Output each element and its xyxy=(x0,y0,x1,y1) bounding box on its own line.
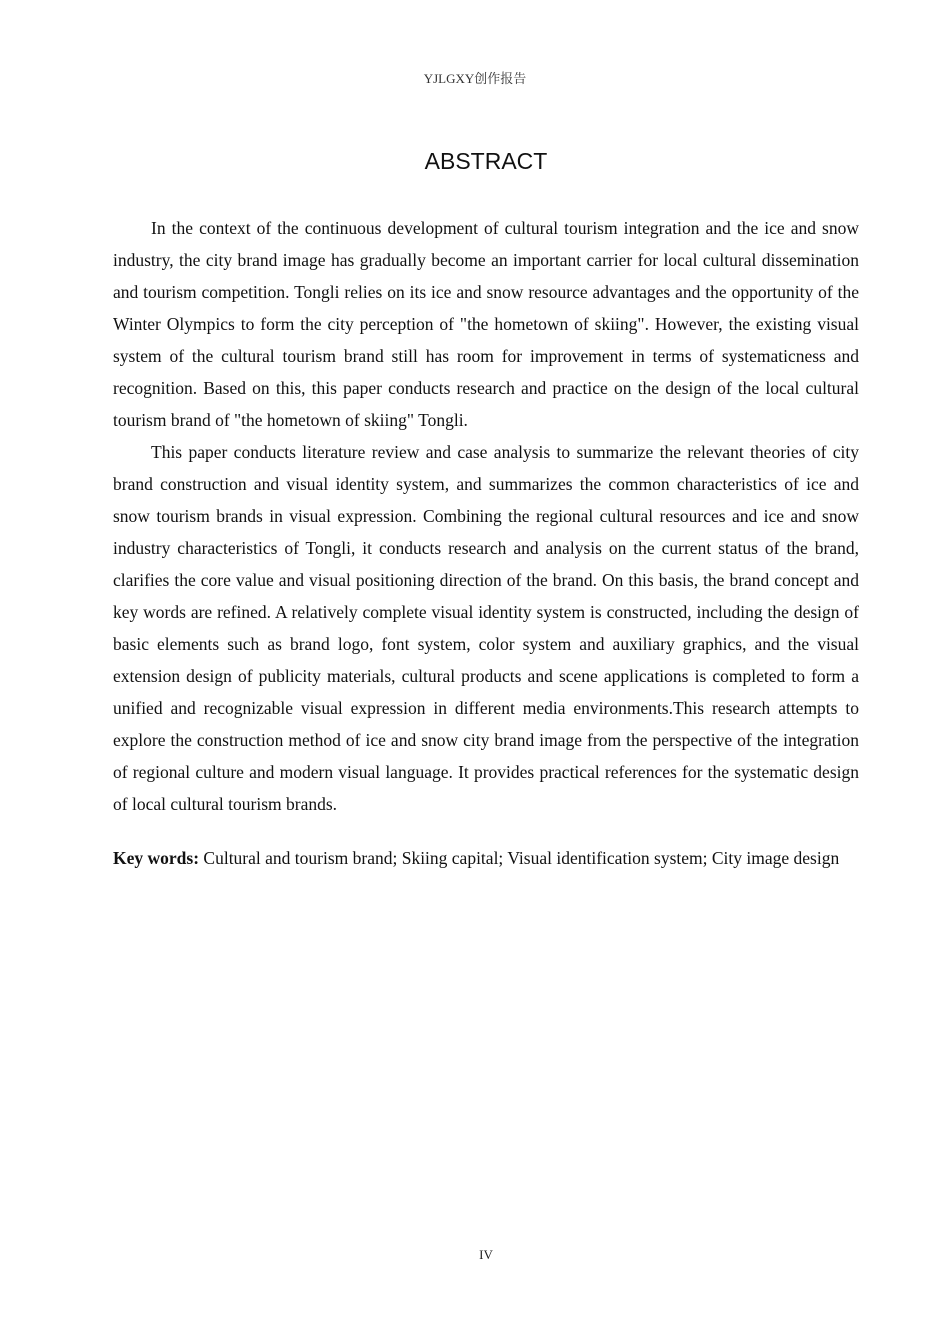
abstract-body xyxy=(113,212,859,874)
abstract-paragraph-2: This paper conducts literature review and case analysis to summarize the relevant theories of city brand construction and visual identity system, and summarizes the common characteristics of ice and snow tourism brands in visual expression. Combining the regional cultural resources and ice and snow industry characteristics of Tongli, it conducts research and analysis on the current status of the brand, clarifies the core value and visual positioning direction of the brand. On this basis, the brand concept and key words are refined. A relatively complete visual identity system is constructed, including the design of basic elements such as brand logo, font system, color system and auxiliary graphics, and the visual extension design of publicity materials, cultural products and scene applications is completed to form a unified and recognizable visual expression in different media environments.This research attempts to explore the construction method of ice and snow city brand image from the perspective of the integration of regional culture and modern visual language. It provides practical references for the systematic design of local cultural tourism brands. xyxy=(113,442,859,814)
page-number: IV xyxy=(479,1247,493,1262)
keywords-line xyxy=(113,842,859,874)
page-title: ABSTRACT xyxy=(424,148,548,174)
keywords-text: Cultural and tourism brand; Skiing capital; Visual identification system; City image design xyxy=(199,848,840,868)
running-header: YJLGXY创作报告 xyxy=(423,71,527,86)
keywords-label: Key words: xyxy=(113,848,200,868)
abstract-paragraph-1: In the context of the continuous development of cultural tourism integration and the ice and snow industry, the city brand image has gradually become an important carrier for local cultural dissemination and tourism competition. Tongli relies on its ice and snow resource advantages and the opportunity of the Winter Olympics to form the city perception of "the hometown of skiing". However, the existing visual system of the cultural tourism brand still has room for improvement in terms of systematicness and recognition. Based on this, this paper conducts research and practice on the design of the local cultural tourism brand of "the hometown of skiing" Tongli. xyxy=(113,218,859,430)
